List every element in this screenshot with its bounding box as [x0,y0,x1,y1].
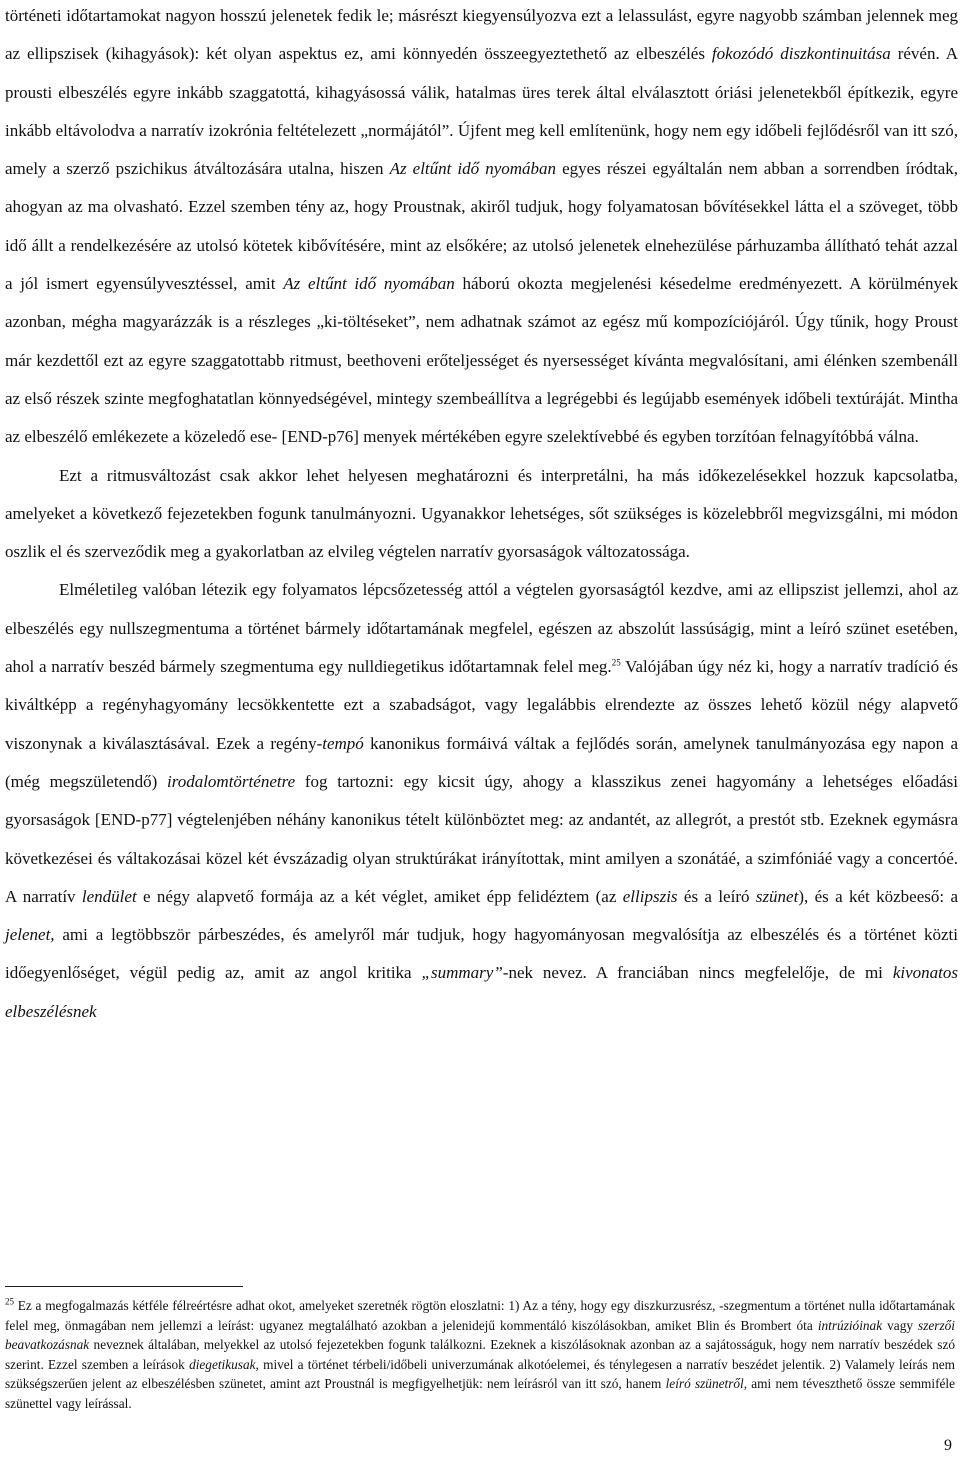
text-run: Ez a megfogalmazás kétféle félreértésre adhat okot, amelyeket szeretnék rögtön eloszlatni: 1) Az a tény, hogy egy diszkurzusrész, -szegmentum a történet nulla időtartamának felel meg, önmagában nem jellemzi a leírást: ugyanez megtalálható azokban a jelenidejű kommentáló kiszólásokban, amiket Blin és Brombert óta [5,1298,955,1333]
text-run: neveznek általában, melyekkel az utolsó fejezetekben fogunk találkozni. Ezeknek a kiszólásoknak azonban az a sajátosságuk, hogy nem narratív beszédek szó szerint. Ezzel szemben a leírások [5,1337,955,1372]
italic-run: „summary” [421,963,503,983]
paragraph-3 [5,571,958,1031]
italic-run: szerzői beavatkozásnak [5,1317,955,1352]
footnote-ref: 25 [5,1296,14,1307]
page [5,0,958,1031]
italic-run: kivonatos elbeszélésnek [5,963,958,1021]
italic-run: lendület [81,886,137,906]
text-run: e négy alapvető formája az a két véglet, amiket épp felidéztem (az [136,886,623,906]
footnote-25 [5,1296,955,1413]
italic-run: szünet [755,886,799,906]
text-run: történeti időtartamokat nagyon hosszú jelenetek fedik le; másrészt kiegyensúlyozva ezt a lelassulást, egyre nagyobb számban jelennek meg az ellipszisek (kihagyások): két olyan aspektus ez, ami könnyedén összeegyeztethető az elbeszélés [5,6,958,64]
paragraph-1 [5,0,958,457]
italic-run: diegetikusak, [189,1356,259,1372]
italic-run: jelenet, [5,925,55,945]
text-run: Valójában úgy néz ki, hogy a narratív tradíció és kiváltképp a regényhagyomány lecsökkentette ezt a szabadságot, vagy legalábbis elrendezte az összes lehető közül négy alapvető viszonynak a kiválasztásával. Ezek a regény- [5,657,958,753]
text-run: ), és a két közbeeső: a [798,886,958,906]
paragraph-2 [5,457,958,572]
italic-run: ellipszis [622,886,678,906]
text-run: -nek nevez. A franciában nincs megfelelője, de mi [502,963,893,983]
footnote-ref: 25 [611,657,621,668]
text-run: mivel a történet térbeli/időbeli univerzumának alkotóelemei, és ténylegesen a narratív beszédet jelentik. 2) Valamely leírás nem szükségszerűen jelent az elbeszélésben szünetet, amint azt Proustnál is megfigyelhetjük: nem leírásról van itt szó, hanem [5,1356,955,1391]
italic-run: leíró szünetről, [665,1376,748,1391]
italic-run: fokozódó diszkontinuitása [711,44,891,64]
body-text [5,0,958,1031]
italic-run: irodalomtörténetre [167,771,296,791]
text-run: révén. A prousti elbeszélés egyre inkább szaggatottá, kihagyásossá válik, hatalmas üres terek által elválasztott óriási jelenetekből építkezik, egyre inkább eltávolodva a narratív izokrónia feltételezett „normájától”. Újfent meg kell említenünk, hogy nem egy időbeli fejlődésről van itt szó, amely a szerző pszichikus átváltozására utalna, hiszen [5,44,959,179]
text-run: Elméletileg valóban létezik egy folyamatos lépcsőzetesség attól a végtelen gyorsaságtól kezdve, ami az ellipszist jellemzi, ahol az elbeszélés egy nullszegmentuma a történet bármely időtartamának megfelel, egészen az abszolút lassúságig, mint a leíró szünet esetében, ahol a narratív beszéd bármely szegmentuma egy nulldiegetikus időtartamnak felel meg. [5,580,958,677]
italic-run: Az eltűnt idő nyomában [389,159,557,179]
text-run: kanonikus formáivá váltak a fejlődés során, amelynek tanulmányozása egy napon a (még megszületendő) [5,733,958,791]
italic-run: intrúzióinak [817,1317,883,1333]
text-run: Ezt a ritmusváltozást csak akkor lehet helyesen meghatározni és interpretálni, ha más időkezelésekkel hozzuk kapcsolatba, amelyeket a következő fejezetekben fogunk tanulmányozni. Ugyanakkor lehetséges, sőt szükséges is közelebbről megvizsgálni, mi módon oszlik el és szerveződik meg a gyakorlatban az elvileg végtelen narratív gyorsaságok változatossága. [5,465,958,562]
text-run: egyes részei egyáltalán nem abban a sorrendben íródtak, ahogyan az ma olvasható. Ezzel szemben tény az, hogy Proustnak, akiről tudjuk, hogy folyamatosan bővítésekkel látta el a szöveget, több idő állt a rendelkezésére az utolsó kötetek kibővítésére, mint az elsőkére; az utolsó jelenetek elnehezülése párhuzamba állítható tehát azzal a jól ismert egyensúlyvesztéssel, amit [5,159,959,294]
footnote-separator [5,1286,243,1287]
italic-run: tempó [322,733,364,753]
text-run: háború okozta megjelenési késedelme eredményezett. A körülmények azonban, mégha magyarázzák is a részleges „ki-töltéseket”, nem adhatnak számot az egész mű kompozíciójáról. Úgy tűnik, hogy Proust már kezdettől ezt az egyre szaggatottabb ritmust, beethoveni erőteljességet és nyersességet kívánta megvalósítani, ami élénken szembenáll az első részek szinte megfoghatatlan könnyedségével, mintegy szembeállítva a legrégebbi és legújabb események időbeli textúráját. Mintha az elbeszélő emlékezete a közeledő ese- [END-p76] menyek mértékében egyre szelektívebbé és egyben torzítóan felnagyítóbbá válna. [5,274,959,447]
text-run: és a leíró [677,886,756,906]
text-run: ami a legtöbbször párbeszédes, és amelyről már tudjuk, hogy hagyományosan megvalósítja az elbeszélés és a történet közti időegyenlőséget, végül pedig az, amit az angol kritika [5,925,958,983]
text-run: ami nem téveszthető össze semmiféle szünettel vagy leírással. [5,1376,956,1411]
text-run: fog tartozni: egy kicsit úgy, ahogy a klasszikus zenei hagyomány a lehetséges előadási gyorsaságok [END-p77] végtelenjében néhány kanonikus tételt különböztet meg: az andantét, az allegrót, a prestót stb. Ezeknek egymásra következései és váltakozásai közel két évszázadig olyan struktúrákat irányítottak, mint amilyen a szonátáé, a szimfóniáé vagy a concertóé. A narratív [5,771,958,906]
page-number: 9 [944,1437,952,1454]
text-run: vagy [882,1317,919,1333]
footnotes [5,1296,955,1413]
italic-run: Az eltűnt idő nyomában [283,274,455,294]
